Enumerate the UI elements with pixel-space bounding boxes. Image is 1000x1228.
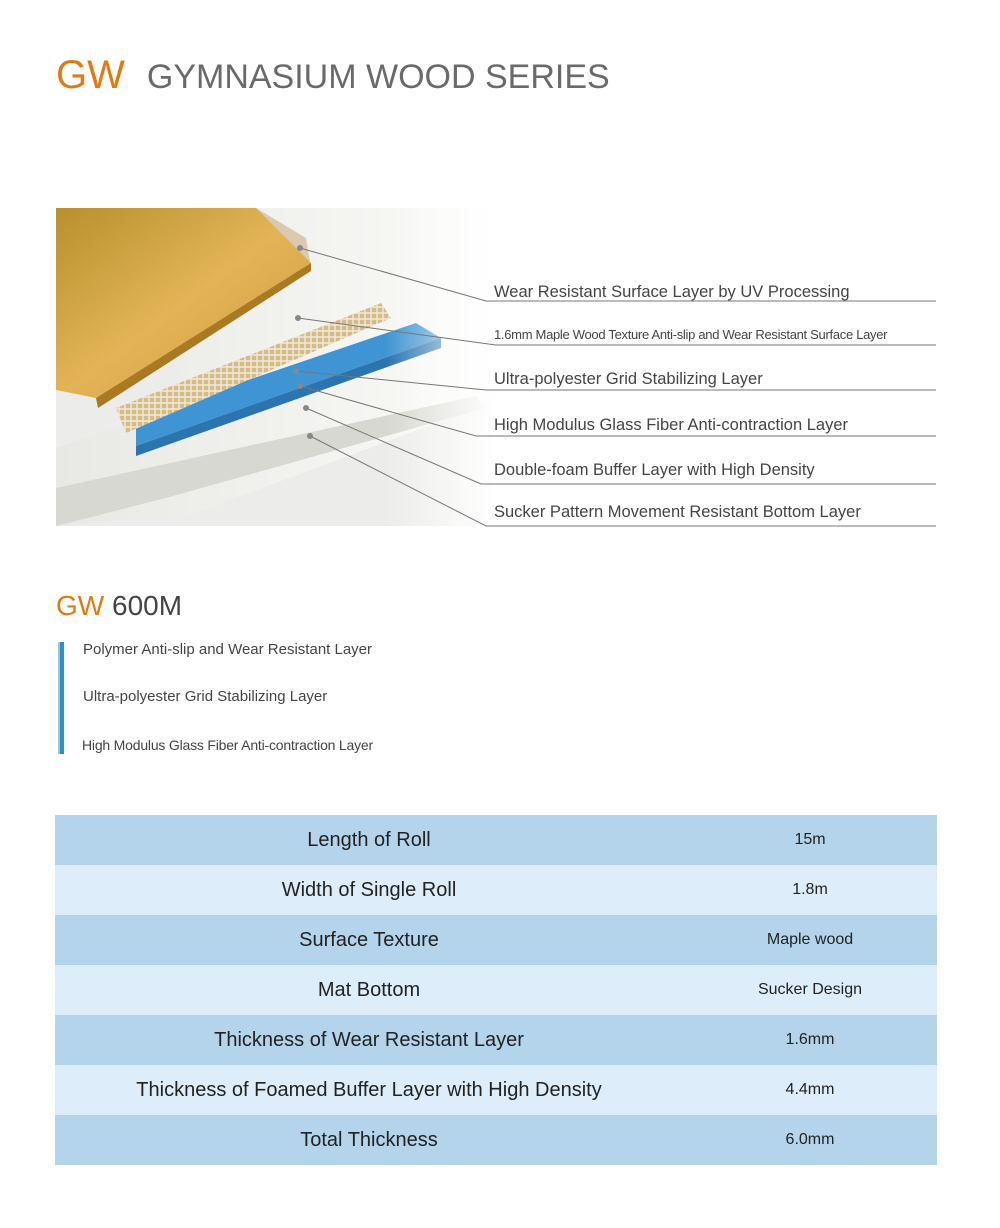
table-row [55, 1015, 937, 1065]
brand-name: GW [56, 53, 125, 97]
spec-value: Sucker Design [683, 965, 937, 1015]
table-row [55, 1115, 937, 1165]
table-row [55, 965, 937, 1015]
product-brand: GW [56, 590, 105, 621]
spec-property: Thickness of Foamed Buffer Layer with High Density [55, 1065, 683, 1115]
spec-property: Total Thickness [55, 1115, 683, 1165]
layer-label-glass-fiber: High Modulus Glass Fiber Anti-contraction Layer [494, 416, 848, 434]
spec-property: Thickness of Wear Resistant Layer [55, 1015, 683, 1065]
product-layer-polymer: Polymer Anti-slip and Wear Resistant Layer [83, 641, 373, 658]
table-row [55, 915, 937, 965]
table-row [55, 1065, 937, 1115]
spec-value: 15m [683, 815, 937, 865]
product-layer-glass-fiber: High Modulus Glass Fiber Anti-contraction Layer [82, 737, 373, 753]
photo-fade [386, 208, 496, 526]
layer-label-bottom: Sucker Pattern Movement Resistant Bottom Layer [494, 503, 861, 521]
page-title [56, 50, 610, 102]
product-title [56, 588, 182, 624]
table-row [55, 865, 937, 915]
layer-label-wear-resistant: Wear Resistant Surface Layer by UV Processing [494, 283, 850, 301]
product-layer-bar [58, 642, 64, 754]
series-name: GYMNASIUM WOOD SERIES [146, 58, 610, 96]
spec-value: Maple wood [683, 915, 937, 965]
spec-property: Surface Texture [55, 915, 683, 965]
product-model: 600M [112, 590, 183, 621]
layer-label-foam: Double-foam Buffer Layer with High Density [494, 461, 815, 479]
spec-value: 4.4mm [683, 1065, 937, 1115]
layer-label-maple-wood: 1.6mm Maple Wood Texture Anti-slip and Wear Resistant Surface Layer [494, 327, 888, 342]
spec-value: 1.6mm [683, 1015, 937, 1065]
spec-property: Mat Bottom [55, 965, 683, 1015]
table-row [55, 815, 937, 865]
spec-property: Width of Single Roll [55, 865, 683, 915]
spec-value: 1.8m [683, 865, 937, 915]
spec-value: 6.0mm [683, 1115, 937, 1165]
product-layer-grid: Ultra-polyester Grid Stabilizing Layer [83, 688, 328, 705]
spec-table [55, 815, 937, 1165]
spec-property: Length of Roll [55, 815, 683, 865]
layer-diagram [56, 208, 956, 538]
layer-label-grid: Ultra-polyester Grid Stabilizing Layer [494, 370, 763, 388]
